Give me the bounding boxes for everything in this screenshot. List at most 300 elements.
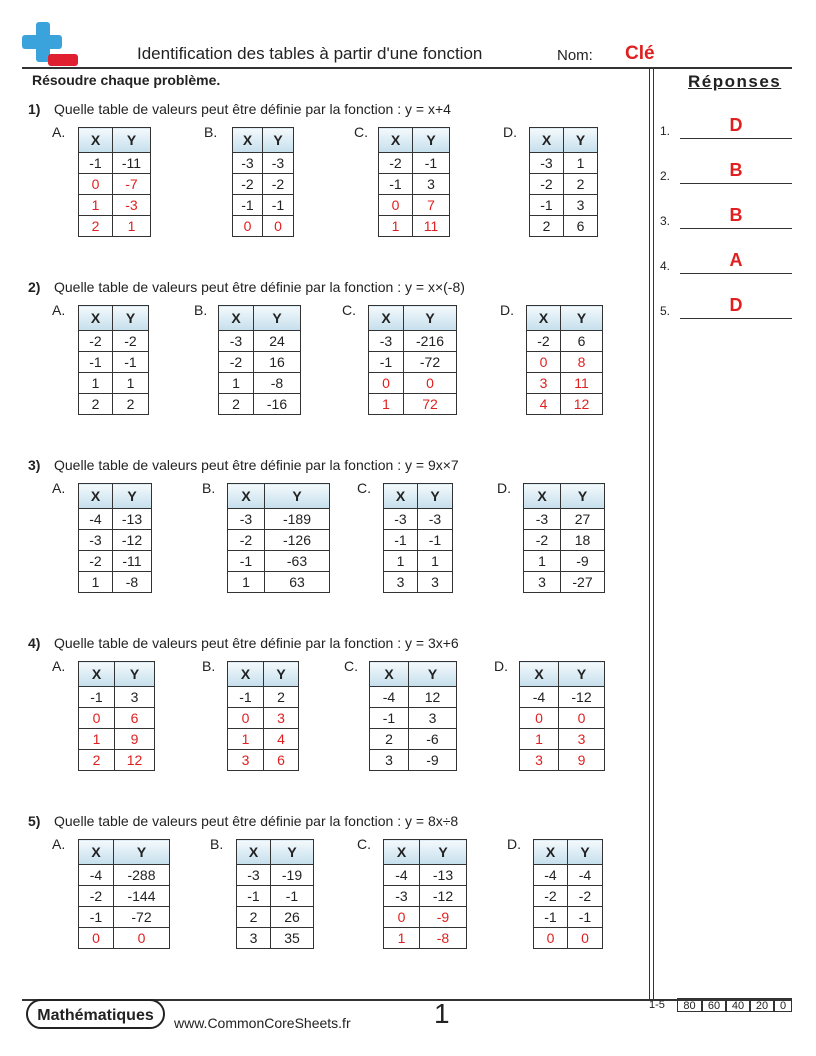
- table-row: [534, 928, 603, 949]
- y-value: -11: [113, 551, 152, 572]
- x-column-header: X: [219, 306, 254, 331]
- x-value: 0: [79, 708, 115, 729]
- option-label: D.: [507, 836, 521, 852]
- table-row: [79, 551, 152, 572]
- table-row: [219, 394, 301, 415]
- x-value: 3: [370, 750, 409, 771]
- table-row: [219, 352, 301, 373]
- y-value: -126: [265, 530, 330, 551]
- x-value: -3: [384, 886, 420, 907]
- y-value: -19: [271, 865, 314, 886]
- question-text: Quelle table de valeurs peut être définie par la fonction : y = 8x÷8: [54, 813, 459, 829]
- answer-line[interactable]: [680, 273, 792, 274]
- y-value: 26: [271, 907, 314, 928]
- x-column-header: X: [530, 128, 564, 153]
- table-row: [228, 530, 330, 551]
- answer-number: 4.: [660, 259, 671, 273]
- y-value: 3: [413, 174, 450, 195]
- question-number: 1): [28, 101, 41, 117]
- y-column-header: Y: [113, 484, 152, 509]
- x-column-header: X: [524, 484, 561, 509]
- score-box: 40: [726, 998, 750, 1012]
- y-value: 0: [559, 708, 605, 729]
- x-column-header: X: [369, 306, 404, 331]
- table-row: [379, 174, 450, 195]
- x-column-header: X: [237, 840, 271, 865]
- y-value: -8: [420, 928, 467, 949]
- y-value: 3: [409, 708, 457, 729]
- x-value: -1: [534, 907, 568, 928]
- x-value: 0: [527, 352, 561, 373]
- y-value: 1: [564, 153, 598, 174]
- y-value: 3: [564, 195, 598, 216]
- y-value: -3: [418, 509, 453, 530]
- y-value: 24: [254, 331, 301, 352]
- x-value: -3: [530, 153, 564, 174]
- option-label: C.: [357, 480, 371, 496]
- table-row: [379, 153, 450, 174]
- x-value: -1: [79, 352, 113, 373]
- table-row: [520, 708, 605, 729]
- x-value: -4: [79, 865, 114, 886]
- table-row: [219, 331, 301, 352]
- table-row: [79, 708, 155, 729]
- x-value: -2: [530, 174, 564, 195]
- table-header-row: [79, 306, 149, 331]
- table-row: [237, 865, 314, 886]
- y-value: 72: [404, 394, 457, 415]
- x-value: -2: [79, 551, 113, 572]
- question-text: Quelle table de valeurs peut être définie par la fonction : y = 9x×7: [54, 457, 459, 473]
- x-value: -3: [233, 153, 263, 174]
- table-row: [520, 729, 605, 750]
- x-value: -1: [530, 195, 564, 216]
- table-row: [384, 551, 453, 572]
- y-value: 4: [264, 729, 299, 750]
- y-value: 6: [264, 750, 299, 771]
- answer-letter: D: [729, 115, 743, 135]
- table-row: [79, 750, 155, 771]
- answer-line[interactable]: [680, 228, 792, 229]
- table-row: [79, 687, 155, 708]
- x-column-header: X: [379, 128, 413, 153]
- table-row: [520, 687, 605, 708]
- x-value: 2: [237, 907, 271, 928]
- table-row: [520, 750, 605, 771]
- name-label: Nom:: [557, 47, 593, 64]
- table-row: [79, 907, 170, 928]
- table-header-row: [527, 306, 603, 331]
- value-table: [78, 127, 151, 237]
- option-label: B.: [204, 124, 218, 140]
- score-box: 20: [750, 998, 774, 1012]
- table-row: [79, 174, 151, 195]
- y-column-header: Y: [115, 662, 155, 687]
- y-value: 6: [115, 708, 155, 729]
- x-value: -2: [527, 331, 561, 352]
- score-box: 60: [702, 998, 726, 1012]
- x-value: -3: [228, 509, 265, 530]
- x-value: 1: [369, 394, 404, 415]
- x-value: -1: [228, 551, 265, 572]
- y-value: 3: [264, 708, 299, 729]
- x-value: -1: [379, 174, 413, 195]
- table-row: [384, 886, 467, 907]
- y-value: 63: [265, 572, 330, 593]
- y-value: 27: [561, 509, 605, 530]
- table-row: [369, 394, 457, 415]
- x-column-header: X: [228, 662, 264, 687]
- option-label: A.: [52, 302, 66, 318]
- x-value: 0: [369, 373, 404, 394]
- table-row: [79, 216, 151, 237]
- y-value: 11: [561, 373, 603, 394]
- table-row: [534, 907, 603, 928]
- table-row: [384, 530, 453, 551]
- table-row: [370, 708, 457, 729]
- y-value: -3: [113, 195, 151, 216]
- y-column-header: Y: [113, 306, 149, 331]
- x-value: -1: [370, 708, 409, 729]
- table-row: [237, 928, 314, 949]
- y-column-header: Y: [264, 662, 299, 687]
- y-value: -8: [254, 373, 301, 394]
- y-value: -1: [271, 886, 314, 907]
- score-box: 80: [677, 998, 702, 1012]
- x-column-header: X: [79, 840, 114, 865]
- y-value: -9: [420, 907, 467, 928]
- table-row: [228, 750, 299, 771]
- question-text: Quelle table de valeurs peut être définie par la fonction : y = x×(-8): [54, 279, 465, 295]
- table-row: [233, 216, 294, 237]
- value-table: [227, 661, 299, 771]
- y-column-header: Y: [254, 306, 301, 331]
- table-row: [79, 572, 152, 593]
- value-table: [519, 661, 605, 771]
- table-row: [530, 153, 598, 174]
- x-value: 0: [228, 708, 264, 729]
- answer-number: 5.: [660, 304, 671, 318]
- table-row: [79, 394, 149, 415]
- y-value: 7: [413, 195, 450, 216]
- x-column-header: X: [79, 484, 113, 509]
- table-row: [524, 509, 605, 530]
- x-value: 1: [219, 373, 254, 394]
- subject-badge: Mathématiques: [26, 999, 165, 1029]
- x-value: -1: [228, 687, 264, 708]
- table-header-row: [79, 840, 170, 865]
- option-label: D.: [503, 124, 517, 140]
- table-row: [369, 352, 457, 373]
- option-label: A.: [52, 124, 66, 140]
- y-value: -144: [114, 886, 170, 907]
- y-value: 0: [404, 373, 457, 394]
- x-value: 3: [228, 750, 264, 771]
- option-label: A.: [52, 836, 66, 852]
- table-row: [384, 865, 467, 886]
- website-url: www.CommonCoreSheets.fr: [174, 1015, 351, 1031]
- y-value: -16: [254, 394, 301, 415]
- value-table: [232, 127, 294, 237]
- value-table: [526, 305, 603, 415]
- table-row: [79, 928, 170, 949]
- table-header-row: [524, 484, 605, 509]
- x-value: 1: [228, 729, 264, 750]
- y-column-header: Y: [568, 840, 603, 865]
- table-row: [530, 174, 598, 195]
- x-value: 0: [534, 928, 568, 949]
- x-value: 4: [527, 394, 561, 415]
- y-column-header: Y: [559, 662, 605, 687]
- y-value: 0: [568, 928, 603, 949]
- x-value: 2: [79, 750, 115, 771]
- table-header-row: [520, 662, 605, 687]
- table-row: [370, 729, 457, 750]
- x-value: -1: [79, 153, 113, 174]
- table-header-row: [79, 484, 152, 509]
- value-table: [236, 839, 314, 949]
- table-row: [219, 373, 301, 394]
- answer-letter: B: [729, 160, 743, 180]
- value-table: [78, 483, 152, 593]
- x-value: -4: [534, 865, 568, 886]
- table-header-row: [530, 128, 598, 153]
- y-value: -8: [113, 572, 152, 593]
- table-row: [79, 373, 149, 394]
- y-value: -12: [420, 886, 467, 907]
- table-row: [527, 373, 603, 394]
- y-value: -13: [420, 865, 467, 886]
- y-value: 2: [564, 174, 598, 195]
- table-header-row: [233, 128, 294, 153]
- x-value: 2: [79, 216, 113, 237]
- question-text: Quelle table de valeurs peut être définie par la fonction : y = 3x+6: [54, 635, 459, 651]
- x-value: 3: [520, 750, 559, 771]
- value-table: [368, 305, 457, 415]
- score-range: 1-5: [649, 999, 665, 1011]
- page-number: 1: [434, 998, 450, 1029]
- table-row: [384, 509, 453, 530]
- y-column-header: Y: [265, 484, 330, 509]
- answer-column-divider: [653, 68, 654, 1000]
- value-table: [78, 839, 170, 949]
- value-table: [378, 127, 450, 237]
- x-value: -3: [524, 509, 561, 530]
- table-row: [79, 153, 151, 174]
- option-label: B.: [202, 480, 216, 496]
- y-column-header: Y: [564, 128, 598, 153]
- y-value: 12: [115, 750, 155, 771]
- y-value: 11: [413, 216, 450, 237]
- x-value: 1: [520, 729, 559, 750]
- x-value: 0: [79, 928, 114, 949]
- value-table: [227, 483, 330, 593]
- value-table: [383, 839, 467, 949]
- table-row: [534, 886, 603, 907]
- y-value: 0: [114, 928, 170, 949]
- x-value: -1: [79, 907, 114, 928]
- y-value: 35: [271, 928, 314, 949]
- table-row: [370, 750, 457, 771]
- x-value: -2: [379, 153, 413, 174]
- option-label: D.: [494, 658, 508, 674]
- y-value: -216: [404, 331, 457, 352]
- table-header-row: [228, 662, 299, 687]
- x-value: 1: [79, 373, 113, 394]
- y-column-header: Y: [114, 840, 170, 865]
- option-label: D.: [500, 302, 514, 318]
- instructions: Résoudre chaque problème.: [32, 72, 221, 88]
- table-row: [369, 331, 457, 352]
- y-value: 12: [409, 687, 457, 708]
- table-row: [527, 331, 603, 352]
- x-value: -2: [79, 886, 114, 907]
- y-column-header: Y: [418, 484, 453, 509]
- table-row: [384, 928, 467, 949]
- option-label: C.: [342, 302, 356, 318]
- option-label: C.: [344, 658, 358, 674]
- table-header-row: [384, 484, 453, 509]
- table-row: [524, 551, 605, 572]
- table-row: [384, 572, 453, 593]
- value-table: [218, 305, 301, 415]
- y-value: -7: [113, 174, 151, 195]
- x-value: 2: [79, 394, 113, 415]
- x-column-header: X: [228, 484, 265, 509]
- y-value: -288: [114, 865, 170, 886]
- option-label: C.: [357, 836, 371, 852]
- y-value: -1: [413, 153, 450, 174]
- value-table: [523, 483, 605, 593]
- y-value: -11: [113, 153, 151, 174]
- x-value: -4: [520, 687, 559, 708]
- x-value: -1: [237, 886, 271, 907]
- y-value: -9: [409, 750, 457, 771]
- y-value: -1: [113, 352, 149, 373]
- x-value: -2: [228, 530, 265, 551]
- y-value: -1: [263, 195, 294, 216]
- x-value: 0: [79, 174, 113, 195]
- x-column-header: X: [233, 128, 263, 153]
- option-label: A.: [52, 658, 66, 674]
- x-value: -3: [219, 331, 254, 352]
- value-table: [78, 305, 149, 415]
- x-column-header: X: [79, 662, 115, 687]
- y-value: 0: [263, 216, 294, 237]
- y-value: -12: [113, 530, 152, 551]
- table-row: [379, 195, 450, 216]
- table-header-row: [228, 484, 330, 509]
- y-value: -63: [265, 551, 330, 572]
- y-column-header: Y: [413, 128, 450, 153]
- answer-line[interactable]: [680, 183, 792, 184]
- y-value: -72: [404, 352, 457, 373]
- x-value: -2: [219, 352, 254, 373]
- y-value: -1: [568, 907, 603, 928]
- question-number: 5): [28, 813, 41, 829]
- question-number: 2): [28, 279, 41, 295]
- answer-line[interactable]: [680, 318, 792, 319]
- y-value: 8: [561, 352, 603, 373]
- x-value: 2: [370, 729, 409, 750]
- x-value: -2: [233, 174, 263, 195]
- y-value: 12: [561, 394, 603, 415]
- y-value: 9: [115, 729, 155, 750]
- x-value: -3: [79, 530, 113, 551]
- answer-line[interactable]: [680, 138, 792, 139]
- table-header-row: [237, 840, 314, 865]
- table-row: [228, 708, 299, 729]
- y-column-header: Y: [404, 306, 457, 331]
- table-row: [379, 216, 450, 237]
- x-value: 0: [520, 708, 559, 729]
- y-value: -4: [568, 865, 603, 886]
- y-column-header: Y: [271, 840, 314, 865]
- y-value: 9: [559, 750, 605, 771]
- header-divider: [22, 67, 792, 69]
- x-value: 0: [379, 195, 413, 216]
- x-value: -3: [384, 509, 418, 530]
- x-value: -3: [369, 331, 404, 352]
- table-row: [79, 865, 170, 886]
- y-value: -2: [113, 331, 149, 352]
- table-row: [79, 352, 149, 373]
- y-value: 3: [115, 687, 155, 708]
- x-column-header: X: [384, 484, 418, 509]
- question-text: Quelle table de valeurs peut être définie par la fonction : y = x+4: [54, 101, 451, 117]
- x-value: -4: [370, 687, 409, 708]
- x-value: -1: [369, 352, 404, 373]
- table-row: [534, 865, 603, 886]
- x-value: 0: [233, 216, 263, 237]
- table-row: [384, 907, 467, 928]
- value-table: [529, 127, 598, 237]
- x-value: 2: [219, 394, 254, 415]
- y-value: -13: [113, 509, 152, 530]
- table-header-row: [370, 662, 457, 687]
- option-label: B.: [202, 658, 216, 674]
- y-value: 3: [418, 572, 453, 593]
- y-value: -2: [263, 174, 294, 195]
- answer-letter: A: [729, 250, 743, 270]
- table-row: [530, 216, 598, 237]
- option-label: B.: [194, 302, 208, 318]
- option-label: D.: [497, 480, 511, 496]
- table-header-row: [219, 306, 301, 331]
- y-column-header: Y: [420, 840, 467, 865]
- x-column-header: X: [534, 840, 568, 865]
- y-column-header: Y: [561, 306, 603, 331]
- value-table: [369, 661, 457, 771]
- y-value: 6: [561, 331, 603, 352]
- question-number: 3): [28, 457, 41, 473]
- y-value: -189: [265, 509, 330, 530]
- table-row: [79, 530, 152, 551]
- x-value: -4: [79, 509, 113, 530]
- y-value: 16: [254, 352, 301, 373]
- x-column-header: X: [527, 306, 561, 331]
- x-value: 0: [384, 907, 420, 928]
- y-value: 3: [559, 729, 605, 750]
- x-value: -3: [237, 865, 271, 886]
- y-column-header: Y: [409, 662, 457, 687]
- x-value: 1: [379, 216, 413, 237]
- x-column-header: X: [79, 306, 113, 331]
- table-header-row: [384, 840, 467, 865]
- x-value: 1: [228, 572, 265, 593]
- y-value: -9: [561, 551, 605, 572]
- y-value: -3: [263, 153, 294, 174]
